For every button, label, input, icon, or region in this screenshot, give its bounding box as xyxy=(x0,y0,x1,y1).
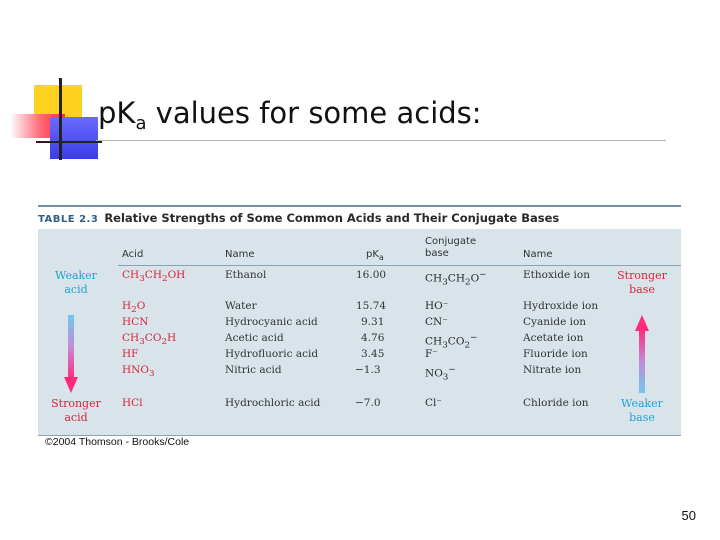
label-stronger-acid: Stronger acid xyxy=(51,397,101,424)
table-caption xyxy=(38,205,681,231)
row-4-pka: 3.45 xyxy=(361,348,385,360)
row-4-base: F⁻ xyxy=(425,348,438,360)
row-3-pka: 4.76 xyxy=(361,332,385,344)
row-0-base: $CH_3CH_2O^-$ xyxy=(425,270,487,288)
slide-title: $pK_a$ values for some acids: xyxy=(98,96,482,134)
row-2-base: CN⁻ xyxy=(425,316,448,328)
header-rule xyxy=(118,265,681,266)
row-4-name: Hydrofluoric acid xyxy=(225,348,319,360)
row-0-base-name: Ethoxide ion xyxy=(523,269,590,281)
row-0-pka: 16.00 xyxy=(356,269,387,281)
row-5-base-name: Nitrate ion xyxy=(523,364,582,376)
row-5-pka: −1.3 xyxy=(355,364,381,376)
row-2-pka: 9.31 xyxy=(361,316,385,328)
table-title: Relative Strengths of Some Common Acids and Their Conjugate Bases xyxy=(104,211,560,225)
title-underline xyxy=(96,140,666,141)
label-weaker-base: Weaker base xyxy=(621,397,663,424)
row-6-base-name: Chloride ion xyxy=(523,397,589,409)
row-0-acid: $CH_3CH_2OH$ xyxy=(122,269,186,285)
row-5-acid: $HNO_3$ xyxy=(122,364,155,380)
header-acid: Acid xyxy=(122,249,144,260)
row-1-base: HO⁻ xyxy=(425,300,449,312)
row-3-acid: $CH_3CO_2H$ xyxy=(122,332,177,348)
row-5-name: Nitric acid xyxy=(225,364,282,376)
page-number: 50 xyxy=(681,508,696,523)
row-1-pka: 15.74 xyxy=(356,300,387,312)
row-0-name: Ethanol xyxy=(225,269,267,281)
label-stronger-base: Stronger base xyxy=(617,269,667,296)
row-6-base: Cl⁻ xyxy=(425,397,442,409)
row-3-name: Acetic acid xyxy=(225,332,284,344)
row-4-base-name: Fluoride ion xyxy=(523,348,588,360)
row-3-base: $CH_3CO_2^-$ xyxy=(425,333,478,351)
row-2-acid: HCN xyxy=(122,316,149,328)
arrow-down-icon xyxy=(64,315,78,393)
row-6-name: Hydrochloric acid xyxy=(225,397,321,409)
table-number: TABLE 2.3 xyxy=(38,214,99,225)
row-1-acid: $H_2O$ xyxy=(122,300,146,316)
row-6-acid: HCl xyxy=(122,397,143,409)
header-pka: $pK_a$ xyxy=(366,249,384,262)
copyright-text: ©2004 Thomson - Brooks/Cole xyxy=(45,436,190,448)
arrow-up-icon xyxy=(635,315,649,393)
header-acid-name: Name xyxy=(225,249,255,260)
row-1-name: Water xyxy=(225,300,257,312)
decorative-horizontal-line xyxy=(36,141,102,143)
header-base-name: Name xyxy=(523,249,553,260)
label-weaker-acid: Weaker acid xyxy=(55,269,97,296)
table-body xyxy=(38,229,681,436)
decorative-blue-square xyxy=(50,117,98,159)
row-2-name: Hydrocyanic acid xyxy=(225,316,318,328)
row-3-base-name: Acetate ion xyxy=(523,332,584,344)
table-figure xyxy=(38,205,681,437)
decorative-vertical-line xyxy=(59,78,62,160)
row-6-pka: −7.0 xyxy=(355,397,381,409)
row-5-base: $NO_3^-$ xyxy=(425,365,456,383)
header-conjugate-base: Conjugate base xyxy=(425,236,477,259)
row-1-base-name: Hydroxide ion xyxy=(523,300,599,312)
row-4-acid: HF xyxy=(122,348,139,360)
row-2-base-name: Cyanide ion xyxy=(523,316,587,328)
